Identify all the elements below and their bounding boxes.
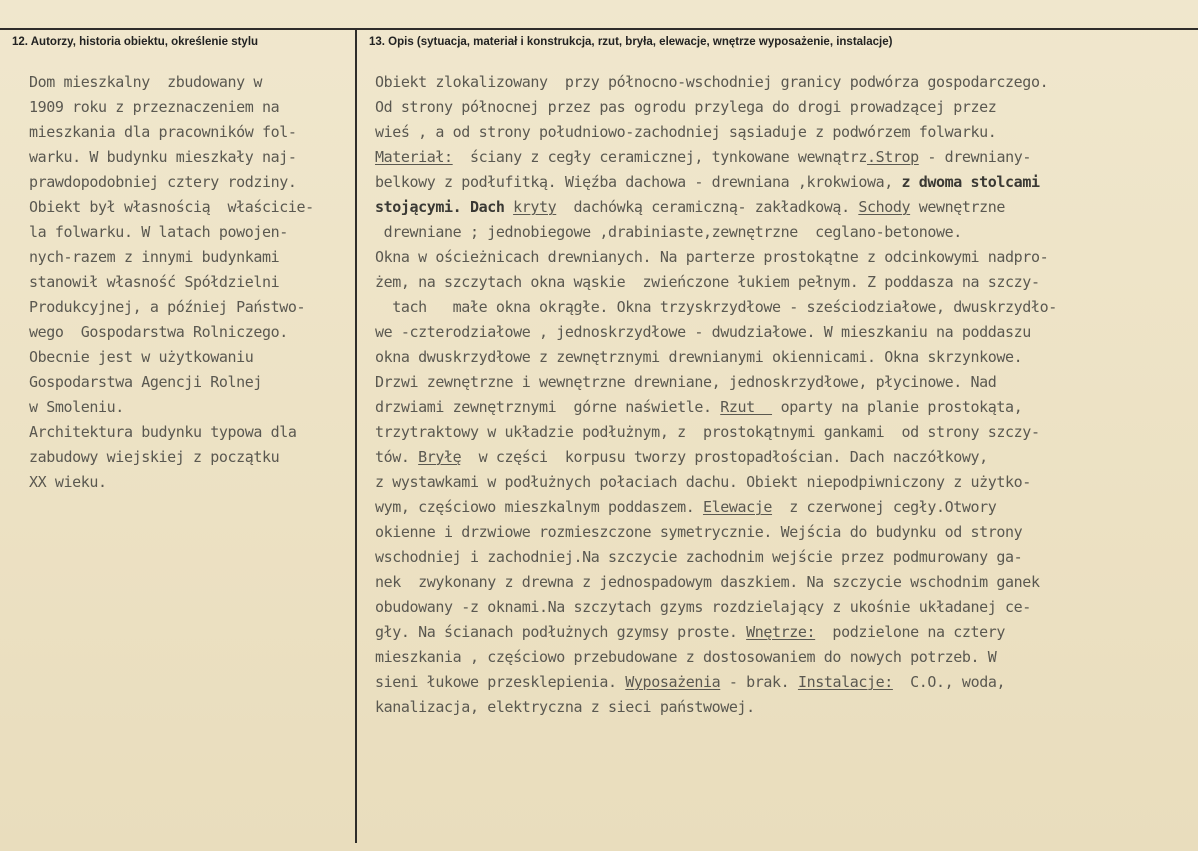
text-segment: wieś , a od strony południowo-zachodniej sąsiaduje z podwórzem folwarku. — [375, 123, 997, 141]
text-line — [29, 270, 349, 295]
text-line — [375, 295, 1175, 320]
text-line — [375, 670, 1175, 695]
text-line — [375, 570, 1175, 595]
text-segment: w części korpusu tworzy prostopadłościan. Dach naczółkowy, — [461, 448, 988, 466]
text-segment: Okna w ościeżnicach drewnianych. Na parterze prostokątne z odcinkowymi nadpro- — [375, 248, 1049, 266]
text-segment: belkowy z podłufitką. Więźba dachowa - drewniana ,krokwiowa, — [375, 173, 902, 191]
text-segment: Instalacje: — [797, 673, 893, 691]
text-line — [375, 245, 1175, 270]
text-segment: nych-razem z innymi budynkami — [29, 248, 280, 266]
text-line — [375, 520, 1175, 545]
text-segment: Materiał: — [375, 148, 453, 166]
column-divider — [355, 28, 357, 843]
text-segment: nek zwykonany z drewna z jednospadowym daszkiem. Na szczycie wschodnim ganek — [375, 573, 1040, 591]
description-text — [375, 70, 1175, 720]
text-segment: wewnętrzne — [910, 198, 1006, 216]
text-segment: mieszkania dla pracowników fol- — [29, 123, 297, 141]
text-segment: trzytraktowy w układzie podłużnym, z prostokątnymi gankami od strony szczy- — [375, 423, 1040, 441]
text-line — [375, 220, 1175, 245]
text-line — [29, 170, 349, 195]
text-segment: z wystawkami w podłużnych połaciach dachu. Obiekt niepodpiwniczony z użytko- — [375, 473, 1031, 491]
text-segment: wym, częściowo mieszkalnym poddaszem. — [375, 498, 703, 516]
text-segment: Obecnie jest w użytkowaniu — [29, 348, 254, 366]
text-segment: .Strop — [866, 148, 919, 166]
text-segment: z czerwonej cegły.Otwory — [772, 498, 997, 516]
text-line — [375, 445, 1175, 470]
section-12-heading: 12. Autorzy, historia obiektu, określenie stylu — [12, 36, 259, 48]
text-segment: stanowił własność Spółdzielni — [29, 273, 280, 291]
text-line — [375, 395, 1175, 420]
text-segment: dachówką ceramiczną- zakładkową. — [556, 198, 859, 216]
text-line — [375, 270, 1175, 295]
text-line — [375, 145, 1175, 170]
section-13-heading: 13. Opis (sytuacja, materiał i konstrukcja, rzut, bryła, elewacje, wnętrze wyposażenie, instalacje) — [369, 36, 893, 48]
text-line — [375, 695, 1175, 720]
text-segment: - brak. — [720, 673, 798, 691]
text-segment: Drzwi zewnętrzne i wewnętrzne drewniane, jednoskrzydłowe, płycinowe. Nad — [375, 373, 997, 391]
text-segment: w Smoleniu. — [29, 398, 124, 416]
text-segment: wego Gospodarstwa Rolniczego. — [29, 323, 288, 341]
text-line — [29, 370, 349, 395]
text-line — [375, 320, 1175, 345]
text-line — [29, 120, 349, 145]
text-segment: prawdopodobniej cztery rodziny. — [29, 173, 297, 191]
text-segment: la folwarku. W latach powojen- — [29, 223, 288, 241]
text-segment: - drewniany- — [918, 148, 1031, 166]
text-segment: oparty na planie prostokąta, — [772, 398, 1023, 416]
text-segment: z dwoma stolcami — [901, 173, 1040, 191]
text-line — [375, 470, 1175, 495]
text-segment: Wyposażenia — [625, 673, 721, 691]
text-line — [375, 370, 1175, 395]
text-segment: kanalizacja, elektryczna z sieci państwowej. — [375, 698, 755, 716]
text-segment: stojącymi. Dach — [375, 198, 514, 216]
text-segment: tach małe okna okrągłe. Okna trzyskrzydłowe - sześciodziałowe, dwuskrzydło- — [375, 298, 1057, 316]
history-text — [29, 70, 349, 495]
text-line — [375, 595, 1175, 620]
text-segment: tów. — [375, 448, 419, 466]
text-segment: zabudowy wiejskiej z początku — [29, 448, 280, 466]
text-line — [29, 145, 349, 170]
text-segment: wschodniej i zachodniej.Na szczycie zachodnim wejście przez podmurowany ga- — [375, 548, 1023, 566]
text-line — [375, 645, 1175, 670]
text-line — [375, 195, 1175, 220]
text-line — [29, 320, 349, 345]
text-segment: gły. Na ścianach podłużnych gzymsy proste. — [375, 623, 747, 641]
text-segment: Rzut — [720, 398, 773, 416]
text-segment: XX wieku. — [29, 473, 107, 491]
text-line — [375, 545, 1175, 570]
text-line — [375, 70, 1175, 95]
text-segment: Schody — [858, 198, 911, 216]
text-segment: drewniane ; jednobiegowe ,drabiniaste,zewnętrzne ceglano-betonowe. — [375, 223, 962, 241]
text-line — [375, 495, 1175, 520]
text-segment: Obiekt zlokalizowany przy północno-wschodniej granicy podwórza gospodarczego. — [375, 73, 1049, 91]
text-line — [29, 445, 349, 470]
text-segment: Produkcyjnej, a później Państwo- — [29, 298, 306, 316]
text-segment: obudowany -z oknami.Na szczytach gzyms rozdzielający z ukośnie układanej ce- — [375, 598, 1031, 616]
text-segment: ściany z cegły ceramicznej, tynkowane wewnątrz — [452, 148, 867, 166]
text-segment: żem, na szczytach okna wąskie zwieńczone łukiem pełnym. Z poddasza na szczy- — [375, 273, 1040, 291]
text-line — [375, 95, 1175, 120]
text-segment: okienne i drzwiowe rozmieszczone symetrycznie. Wejścia do budynku od strony — [375, 523, 1023, 541]
text-line — [375, 120, 1175, 145]
text-line — [375, 345, 1175, 370]
text-segment: Elewacje — [702, 498, 773, 516]
text-line — [375, 170, 1175, 195]
text-segment: C.O., woda, — [892, 673, 1006, 691]
text-segment: Od strony północnej przez pas ogrodu przylega do drogi prowadzącej przez — [375, 98, 997, 116]
text-line — [375, 620, 1175, 645]
text-line — [29, 245, 349, 270]
text-segment: sieni łukowe przesklepienia. — [375, 673, 626, 691]
text-line — [29, 70, 349, 95]
text-line — [29, 420, 349, 445]
text-segment: mieszkania , częściowo przebudowane z dostosowaniem do nowych potrzeb. W — [375, 648, 997, 666]
text-segment: Obiekt był własnością właścicie- — [29, 198, 314, 216]
text-segment: warku. W budynku mieszkały naj- — [29, 148, 297, 166]
text-line — [29, 195, 349, 220]
text-line — [29, 95, 349, 120]
text-line — [375, 420, 1175, 445]
text-line — [29, 470, 349, 495]
top-rule — [0, 28, 1198, 30]
text-segment: Architektura budynku typowa dla — [29, 423, 297, 441]
text-line — [29, 395, 349, 420]
text-segment: 1909 roku z przeznaczeniem na — [29, 98, 280, 116]
text-segment: Wnętrze: — [746, 623, 816, 641]
text-segment: kryty — [513, 198, 557, 216]
text-segment: Bryłę — [418, 448, 462, 466]
text-segment: Dom mieszkalny zbudowany w — [29, 73, 263, 91]
text-segment: Gospodarstwa Agencji Rolnej — [29, 373, 263, 391]
text-segment: we -czterodziałowe , jednoskrzydłowe - dwudziałowe. W mieszkaniu na poddaszu — [375, 323, 1031, 341]
text-line — [29, 220, 349, 245]
text-segment: podzielone na cztery — [815, 623, 1006, 641]
text-segment: drzwiami zewnętrznymi górne naświetle. — [375, 398, 721, 416]
text-line — [29, 295, 349, 320]
text-segment: okna dwuskrzydłowe z zewnętrznymi drewnianymi okiennicami. Okna skrzynkowe. — [375, 348, 1023, 366]
text-line — [29, 345, 349, 370]
